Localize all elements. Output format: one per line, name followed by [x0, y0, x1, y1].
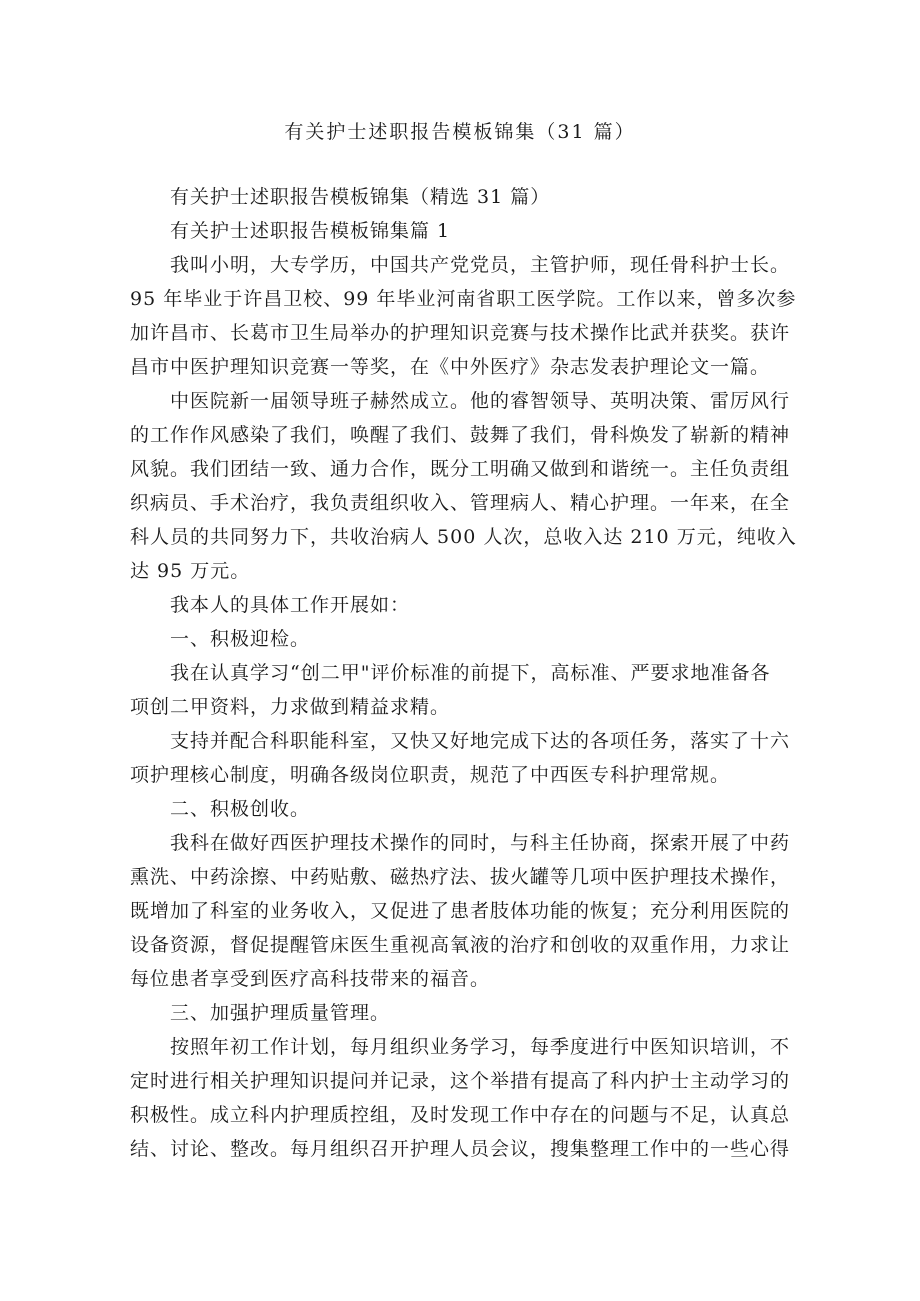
text-line: 二、积极创收。 — [170, 798, 311, 820]
text-line: 我叫小明，大专学历，中国共产党党员，主管护师，现任骨科护士长。 — [170, 254, 791, 276]
text-line: 积极性。成立科内护理质控组，及时发现工作中存在的问题与不足，认真总 — [130, 1104, 791, 1126]
text-line: 风貌。我们团结一致、通力合作，既分工明确又做到和谐统一。主任负责组 — [130, 458, 791, 480]
text-line: 有关护士述职报告模板锦集篇 1 — [170, 220, 451, 242]
text-line: 有关护士述职报告模板锦集（精选 31 篇） — [170, 186, 551, 208]
text-line: 加许昌市、长葛市卫生局举办的护理知识竞赛与技术操作比武并获奖。获许 — [130, 322, 791, 344]
text-line: 95 年毕业于许昌卫校、99 年毕业河南省职工医学院。工作以来，曾多次参 — [130, 288, 797, 310]
text-line: 我在认真学习“创二甲"评价标准的前提下，高标准、严要求地准备各 — [170, 662, 771, 684]
text-line: 我科在做好西医护理技术操作的同时，与科主任协商，探索开展了中药 — [170, 832, 791, 854]
text-line: 我本人的具体工作开展如： — [170, 594, 411, 616]
text-line: 一、积极迎检。 — [170, 628, 311, 650]
text-line: 中医院新一届领导班子赫然成立。他的睿智领导、英明决策、雷厉风行 — [170, 390, 791, 412]
text-line: 每位患者享受到医疗高科技带来的福音。 — [130, 968, 491, 990]
text-line: 结、讨论、整改。每月组织召开护理人员会议，搜集整理工作中的一些心得 — [130, 1138, 791, 1160]
text-line: 熏洗、中药涂擦、中药贴敷、磁热疗法、拔火罐等几项中医护理技术操作， — [130, 866, 791, 888]
text-line: 达 95 万元。 — [130, 560, 251, 582]
text-line: 项护理核心制度，明确各级岗位职责，规范了中西医专科护理常规。 — [130, 764, 731, 786]
document-title: 有关护士述职报告模板锦集（31 篇） — [284, 121, 636, 143]
text-line: 按照年初工作计划，每月组织业务学习，每季度进行中医知识培训，不 — [170, 1036, 791, 1058]
text-line: 定时进行相关护理知识提问并记录，这个举措有提高了科内护士主动学习的 — [130, 1070, 791, 1092]
document-body — [130, 180, 796, 1166]
text-line: 既增加了科室的业务收入，又促进了患者肢体功能的恢复；充分利用医院的 — [130, 900, 791, 922]
text-line: 的工作作风感染了我们，唤醒了我们、鼓舞了我们，骨科焕发了崭新的精神 — [130, 424, 791, 446]
text-line: 昌市中医护理知识竞赛一等奖，在《中外医疗》杂志发表护理论文一篇。 — [130, 356, 771, 378]
text-line: 支持并配合科职能科室，又快又好地完成下达的各项任务，落实了十六 — [170, 730, 791, 752]
text-line: 项创二甲资料，力求做到精益求精。 — [130, 696, 451, 718]
text-line: 科人员的共同努力下，共收治病人 500 人次，总收入达 210 万元，纯收入 — [130, 526, 797, 548]
text-line: 三、加强护理质量管理。 — [170, 1002, 391, 1024]
text-line: 设备资源，督促提醒管床医生重视高氧液的治疗和创收的双重作用，力求让 — [130, 934, 791, 956]
text-line: 织病员、手术治疗，我负责组织收入、管理病人、精心护理。一年来，在全 — [130, 492, 791, 514]
